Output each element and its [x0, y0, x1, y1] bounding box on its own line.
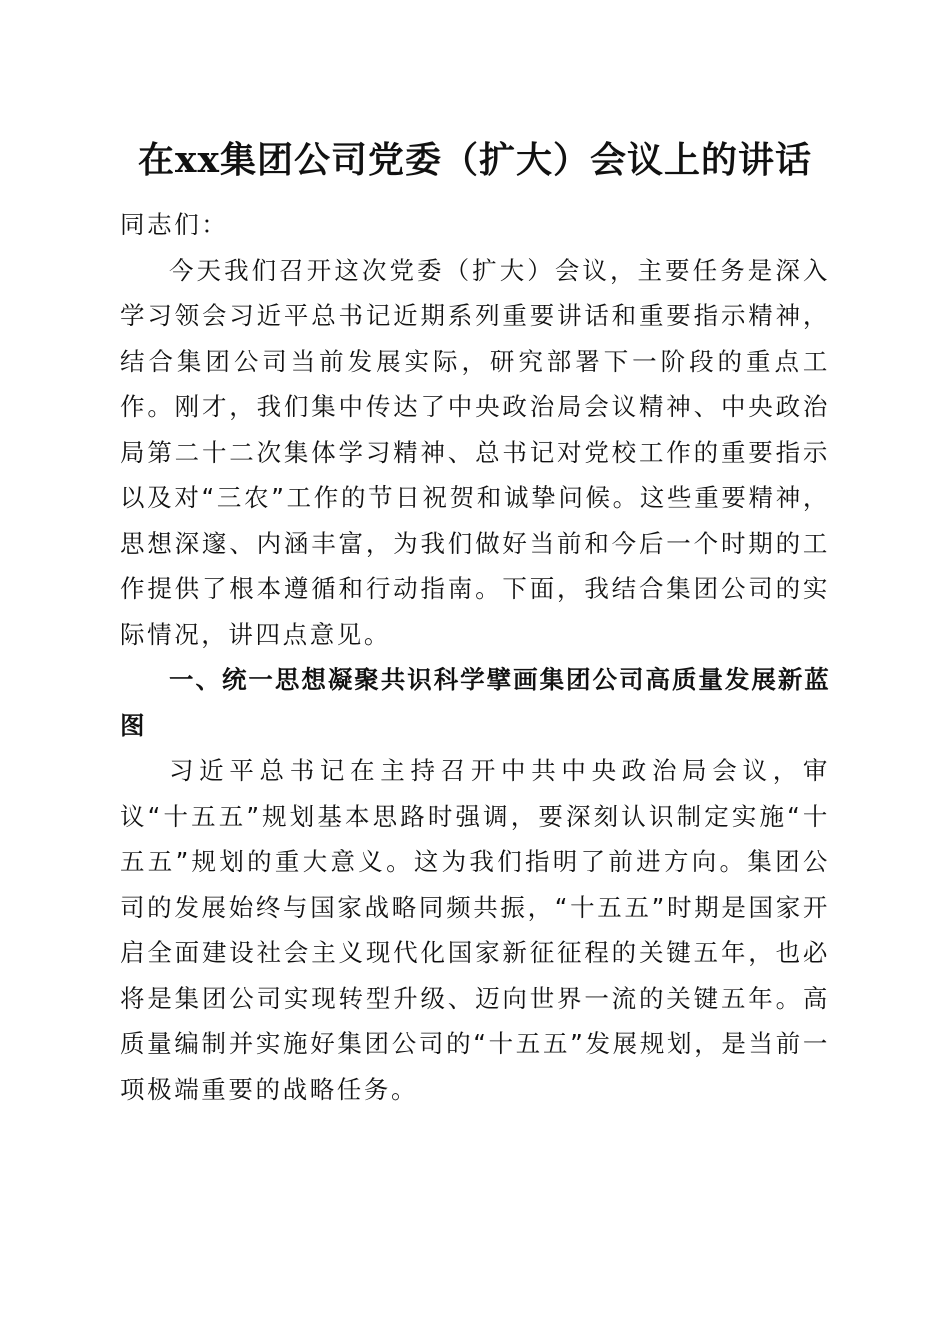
document-title: 在xx集团公司党委（扩大）会议上的讲话: [138, 139, 812, 181]
section-heading-1: 一、统一思想凝聚共识科学擘画集团公司高质量发展新蓝图: [120, 665, 830, 740]
paragraph-intro: 今天我们召开这次党委（扩大）会议，主要任务是深入学习领会习近平总书记近期系列重要讲话和重要指示精神，结合集团公司当前发展实际，研究部署下一阶段的重点工作。刚才，我们集中传达了中央政治局会议精神、中央政治局第二十二次集体学习精神、总书记对党校工作的重要指示以及对“三农”工作的节日祝贺和诚挚问候。这些重要精神，思想深邃、内涵丰富，为我们做好当前和今后一个时期的工作提供了根本遵循和行动指南。下面，我结合集团公司的实际情况，讲四点意见。: [120, 255, 830, 649]
document-body: [120, 202, 830, 1112]
paragraph-section-1: 习近平总书记在主持召开中共中央政治局会议，审议“十五五”规划基本思路时强调，要深刻认识制定实施“十五五”规划的重大意义。这为我们指明了前进方向。集团公司的发展始终与国家战略同频共振，“十五五”时期是国家开启全面建设社会主义现代化国家新征征程的关键五年，也必将是集团公司实现转型升级、迈向世界一流的关键五年。高质量编制并实施好集团公司的“十五五”发展规划，是当前一项极端重要的战略任务。: [120, 756, 830, 1104]
salutation: 同志们：: [120, 210, 229, 239]
